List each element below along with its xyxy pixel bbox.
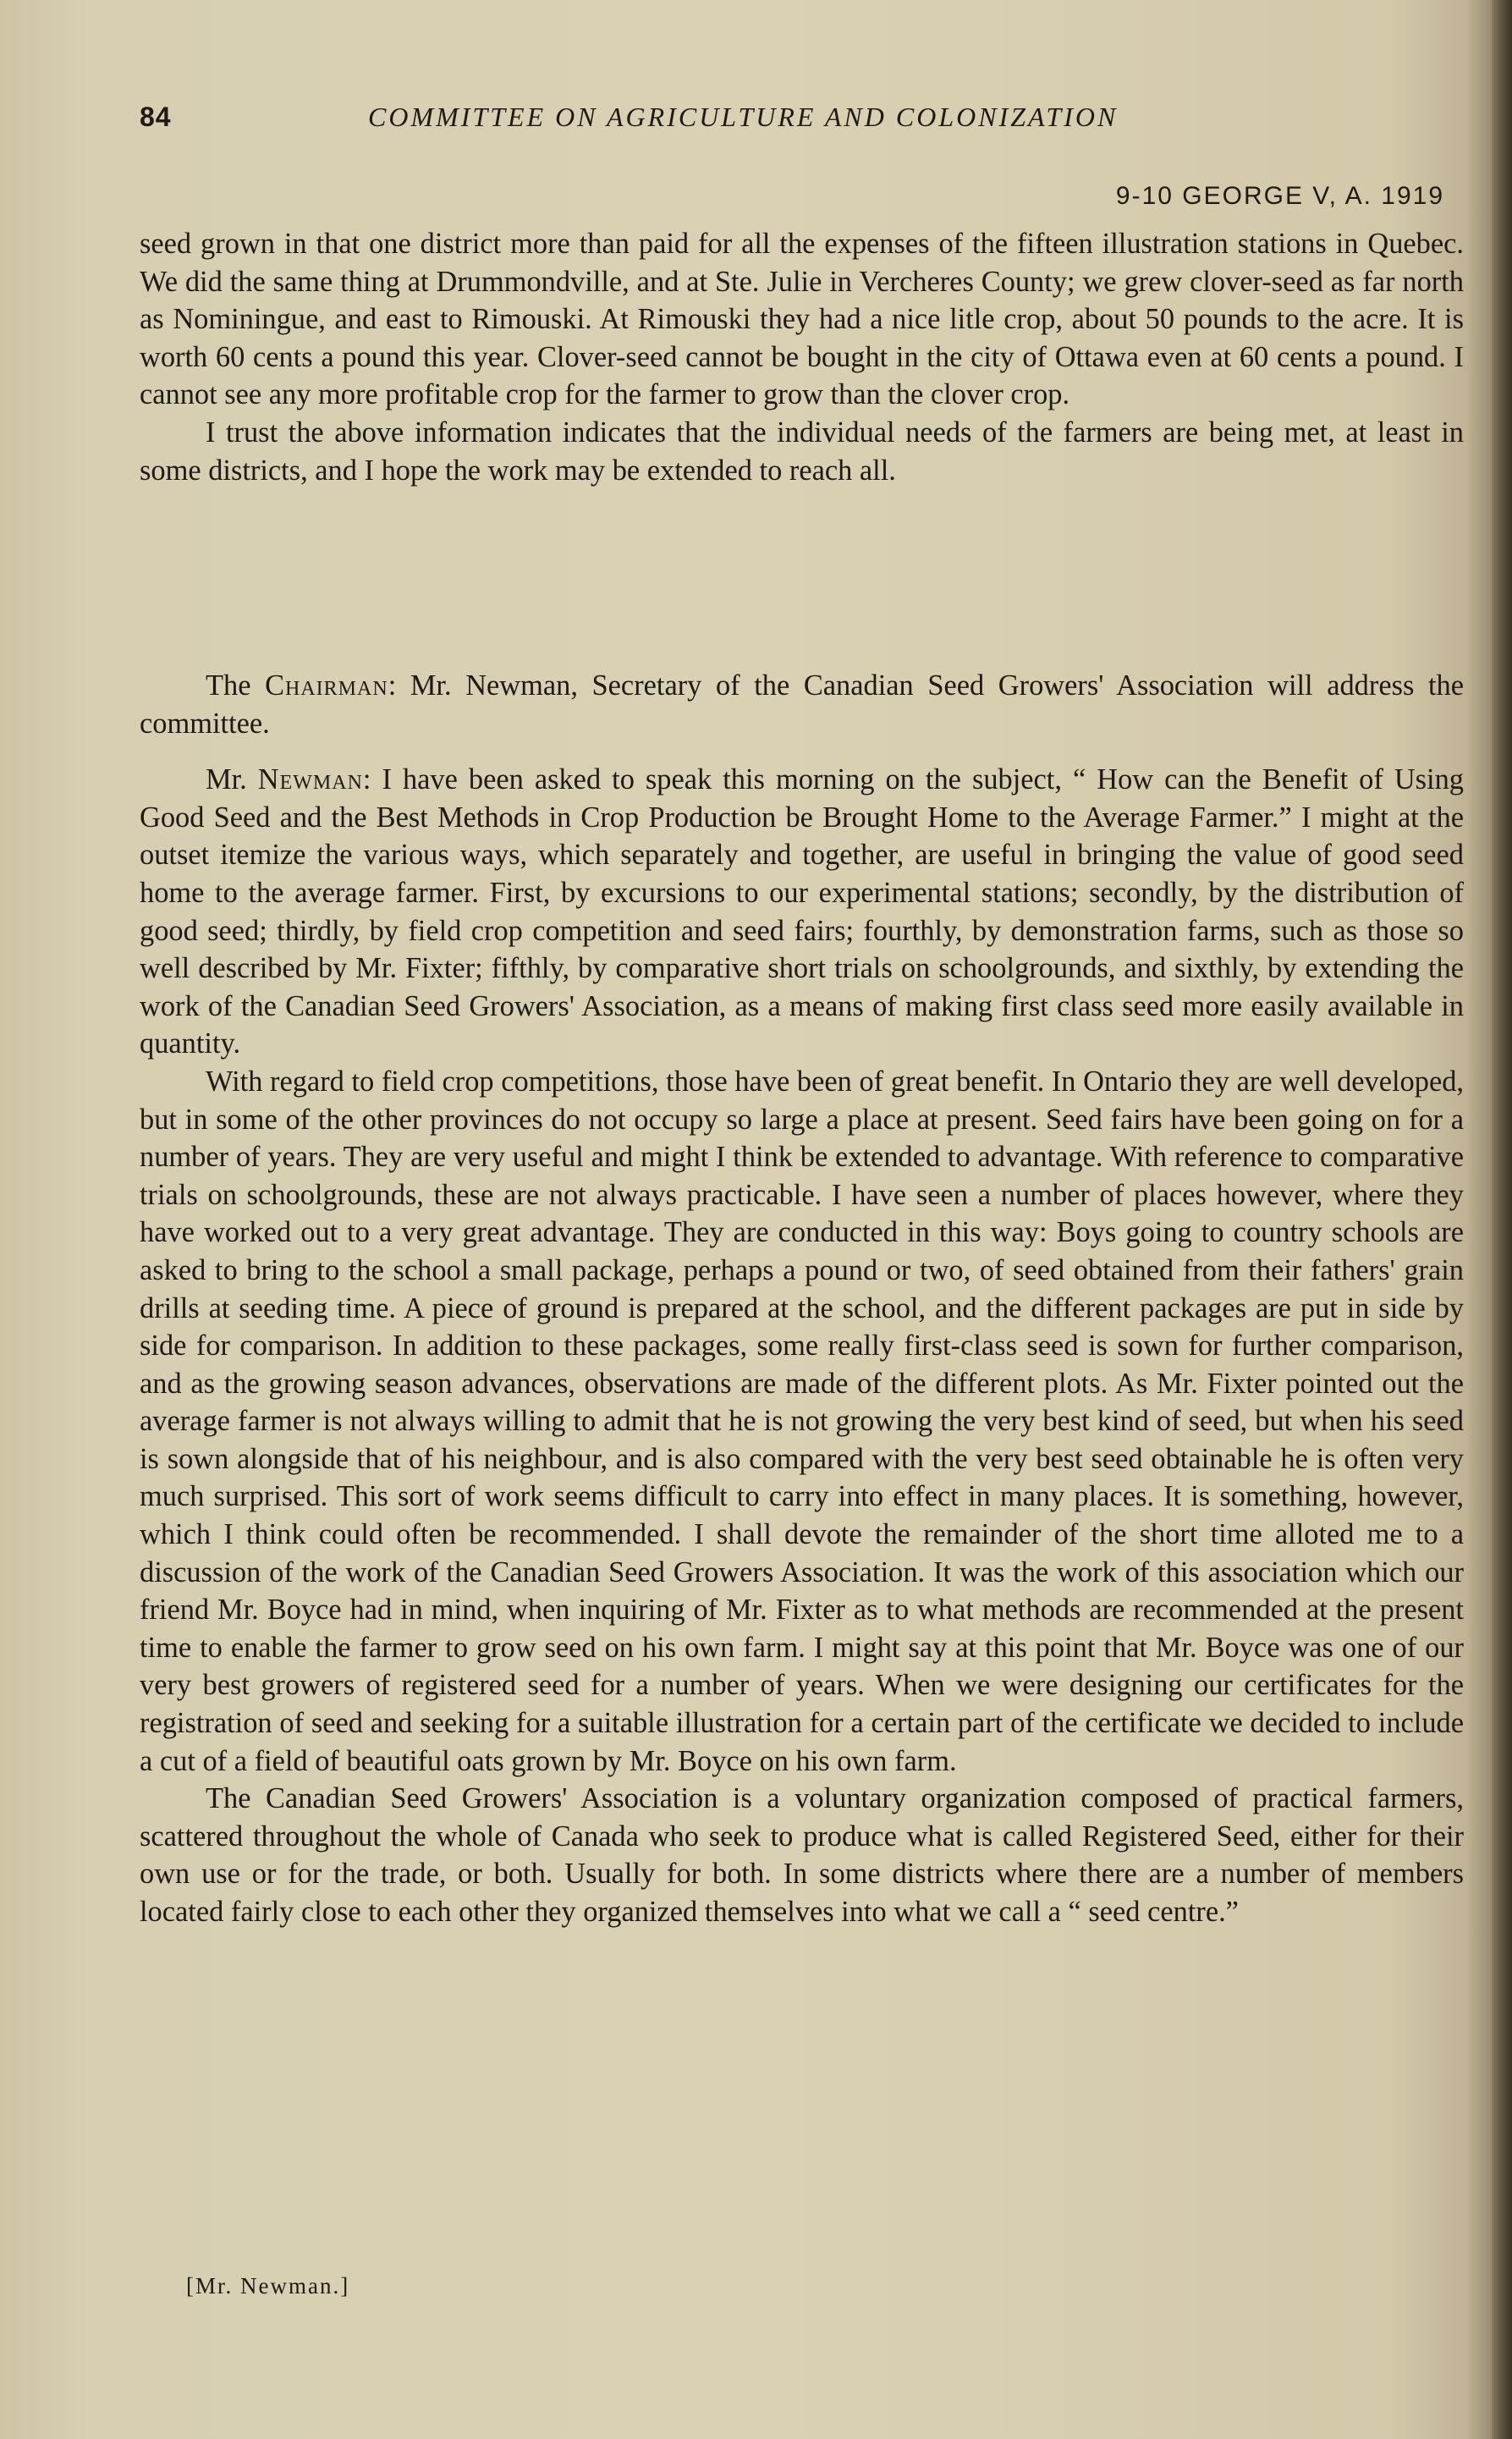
- session-reference: 9-10 GEORGE V, A. 1919: [1115, 182, 1444, 210]
- paragraph-chairman: [140, 667, 1464, 742]
- text-block-continued: [140, 225, 1464, 489]
- paragraph-clover-seed: seed grown in that one district more than paid for all the expenses of the fifteen illustration stations in Quebec. We did the same thing at Drummondville, and at Ste. Julie in Vercheres County; we grew clover-seed as far north as Nominingue, and east to Rimouski. At Rimouski they had a nice litle crop, about 50 pounds to the acre. It is worth 60 cents a pound this year. Clover-seed cannot be bought in the city of Ottawa even at 60 cents a pound. I cannot see any more profitable crop for the farmer to grow than the clover crop.: [140, 228, 1464, 411]
- chairman-text: : Mr. Newman, Secretary of the Canadian Seed Growers' Association will address the committee.: [140, 669, 1464, 740]
- speaker-footer-tag: [Mr. Newman.]: [186, 2273, 350, 2299]
- running-title: COMMITTEE ON AGRICULTURE AND COLONIZATION: [368, 102, 1119, 132]
- chairman-intro: The: [206, 669, 251, 702]
- speaker-chairman: Chairman: [265, 669, 388, 702]
- paragraph-seed-growers-association: The Canadian Seed Growers' Association is a voluntary organization composed of practical farmers, scattered throughout the whole of Canada who seek to produce what is called Registered Seed, either for their own use or for the trade, or both. Usually for both. In some districts where there are a number of members located fairly close to each other they organized themselves into what we call a “ seed centre.”: [140, 1782, 1464, 1928]
- speaker-newman: Newman: [257, 763, 363, 796]
- paragraph-newman-opening: [140, 761, 1464, 1063]
- page-number: 84: [140, 102, 172, 132]
- paragraph-individual-needs: I trust the above information indicates that the individual needs of the farmers are being met, at least in some districts, and I hope the work may be extended to reach all.: [140, 416, 1464, 487]
- running-head: [140, 102, 1460, 135]
- newman-intro: Mr.: [206, 763, 247, 796]
- binding-edge: [1492, 0, 1512, 2439]
- newman-text: : I have been asked to speak this morning on the subject, “ How can the Benefit of Using Good Seed and the Best Methods in Crop Production be Brought Home to the Average Farmer.” I might at the outset itemize the various ways, which separately and together, are useful in bringing the value of good seed home to the average farmer. First, by excursions to our experimental stations; secondly, by the distribution of good seed; thirdly, by field crop competition and seed fairs; fourthly, by demonstration farms, such as those so well described by Mr. Fixter; fifthly, by comparative short trials on schoolgrounds, and sixthly, by extending the work of the Canadian Seed Growers' Association, as a means of making first class seed more easily available in quantity.: [140, 763, 1464, 1060]
- paragraph-field-crop-competitions: With regard to field crop competitions, those have been of great benefit. In Ontario they are well developed, but in some of the other provinces do not occupy so large a place at present. Seed fairs have been going on for a number of years. They are very useful and might I think be extended to advantage. With reference to comparative trials on schoolgrounds, these are not always practicable. I have seen a number of places however, where they have worked out to a very great advantage. They are conducted in this way: Boys going to country schools are asked to bring to the school a small package, perhaps a pound or two, of seed obtained from their fathers' grain drills at seeding time. A piece of ground is prepared at the school, and the different packages are put in side by side for comparison. In addition to these packages, some really first-class seed is sown for further comparison, and as the growing season advances, observations are made of the different plots. As Mr. Fixter pointed out the average farmer is not always willing to admit that he is not growing the very best kind of seed, but when his seed is sown alongside that of his neighbour, and is also compared with the very best seed obtainable he is often very much surprised. This sort of work seems difficult to carry into effect in many places. It is something, however, which I think could often be recommended. I shall devote the remainder of the short time alloted me to a discussion of the work of the Canadian Seed Growers Association. It was the work of this association which our friend Mr. Boyce had in mind, when inquiring of Mr. Fixter as to what methods are recommended at the present time to enable the farmer to grow seed on his own farm. I might say at this point that Mr. Boyce was one of our very best growers of registered seed for a number of years. When we were designing our certificates for the registration of seed and seeking for a suitable illustration for a certain part of the certificate we decided to include a cut of a field of beautiful oats grown by Mr. Boyce on his own farm.: [140, 1065, 1464, 1777]
- text-block-newman: [140, 667, 1464, 1931]
